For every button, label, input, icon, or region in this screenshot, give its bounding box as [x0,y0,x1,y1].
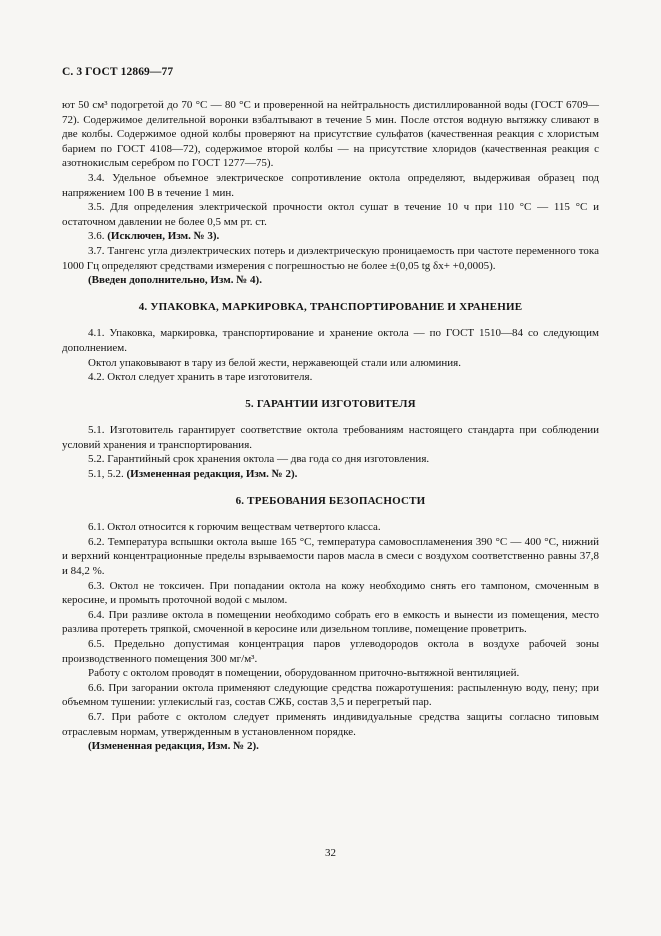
paragraph-6-1: 6.1. Октол относится к горючим веществам четвертого класса. [88,521,381,534]
paragraph-3-6 [62,229,599,244]
clause-number: 5.1, 5.2. [88,468,124,481]
paragraph-6-7: 6.7. При работе с октолом следует применять индивидуальные средства защиты согласно типовым отраслевым нормам, утвержденным в установленном порядке. [62,710,599,738]
paragraph-4-2: 4.2. Октол следует хранить в таре изготовителя. [88,371,313,384]
paragraph-5-1: 5.1. Изготовитель гарантирует соответствие октола требованиям настоящего стандарта при соблюдении условий хранения и транспортирования. [62,424,599,451]
section-heading-5: 5. ГАРАНТИИ ИЗГОТОВИТЕЛЯ [245,397,416,410]
paragraph-3-4: 3.4. Удельное объемное электрическое сопротивление октола определяют, выдерживая образец под напряжением 100 В в течение 1 мин. [62,171,599,199]
paragraph-6-3: 6.3. Октол не токсичен. При попадании октола на кожу необходимо снять его тампоном, смоченным в керосине, и промыть проточной водой с мылом. [62,579,599,607]
page-header: С. 3 ГОСТ 12869—77 [62,66,174,78]
page-content [62,98,599,754]
amendment-note: (Измененная редакция, Изм. № 2). [126,468,298,481]
amendment-note-added: (Введен дополнительно, Изм. № 4). [88,274,262,287]
paragraph-5-amendment [62,467,599,482]
paragraph-ventilation: Работу с октолом проводят в помещении, оборудованном приточно-вытяжной вентиляцией. [88,667,520,680]
paragraph-6-2: 6.2. Температура вспышки октола выше 165 °С, температура самовоспламенения 390 °С — 400 °С, нижний и верхний концентрационные пределы взрываемости паров масла в смеси с воздухом соответственно равны 37,8 и 84,2 %. [62,535,599,578]
section-heading-4: 4. УПАКОВКА, МАРКИРОВКА, ТРАНСПОРТИРОВАНИЕ И ХРАНЕНИЕ [138,300,523,313]
paragraph-6-5: 6.5. Предельно допустимая концентрация паров углеводородов октола в воздухе рабочей зоны производственного помещения 300 мг/м³. [62,638,599,665]
paragraph-5-2: 5.2. Гарантийный срок хранения октола — два года со дня изготовления. [88,453,430,466]
paragraph-4-1: 4.1. Упаковка, маркировка, транспортирование и хранение октола — по ГОСТ 1510—84 со следующим дополнением. [62,327,599,354]
page-number: 32 [325,847,336,859]
paragraph-6-6: 6.6. При загорании октола применяют следующие средства пожаротушения: распыленную воду, пену; при объемном тушении: углекислый газ, состав СЖБ, состав 3,5 и перегретый пар. [62,681,599,709]
paragraph-3-7: 3.7. Тангенс угла диэлектрических потерь и диэлектрическую проницаемость при частоте переменного тока 1000 Гц определяют средствами измерения с погрешностью не более ±(0,05 tg δx+ +0,0005). [62,244,599,272]
paragraph-3-5: 3.5. Для определения электрической прочности октол сушат в течение 10 ч при 110 °С — 115 °С и остаточном давлении не более 0,5 мм рт. ст. [62,201,599,228]
amendment-note: (Исключен, Изм. № 3). [107,230,220,243]
paragraph-water-extract: ют 50 см³ подогретой до 70 °С — 80 °С и проверенной на нейтральность дистиллированной воды (ГОСТ 6709—72). Содержимое делительной воронки взбалтывают в течение 5 мин. После отстоя водную вытяжку сливают в две колбы. Содержимое одной колбы проверяют на присутствие сульфатов (качественная реакция с хлористым барием по ГОСТ 4108—72), содержимое второй колбы — на присутствие хлоридов (качественная реакция с азотнокислым серебром по ГОСТ 1277—75). [62,99,599,170]
paragraph-6-4: 6.4. При разливе октола в помещении необходимо собрать его в емкость и вынести из помещения, место разлива протереть тряпкой, смоченной в керосине или дизельном топливе, помещение проветрить. [62,608,599,636]
clause-number: 3.6. [88,230,105,243]
amendment-note-6: (Измененная редакция, Изм. № 2). [88,740,259,753]
section-heading-6: 6. ТРЕБОВАНИЯ БЕЗОПАСНОСТИ [235,494,426,507]
paragraph-packaging: Октол упаковывают в тару из белой жести, нержавеющей стали или алюминия. [88,356,461,369]
